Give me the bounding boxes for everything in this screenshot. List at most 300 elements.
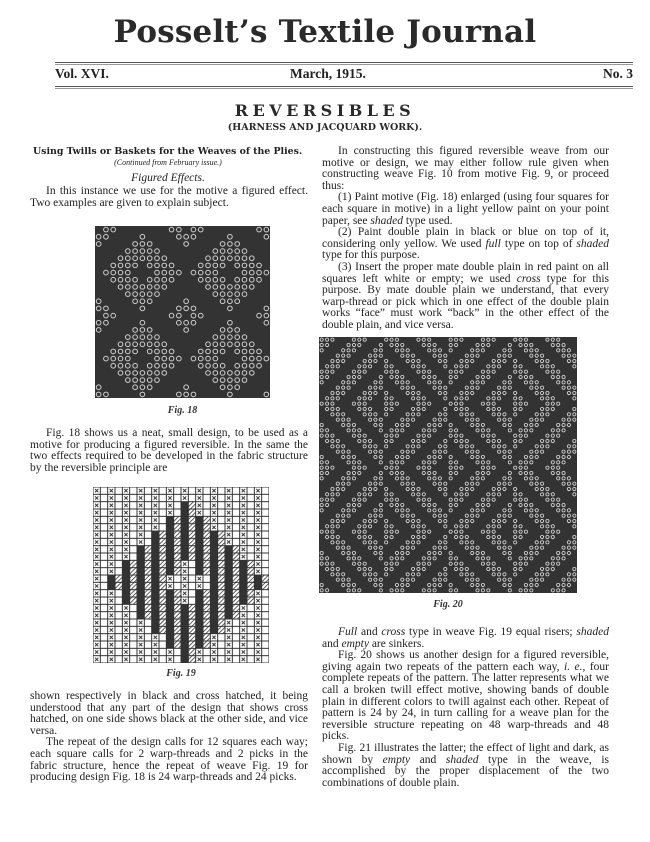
fig-19-cell	[145, 590, 151, 596]
fig-19-cell	[108, 546, 114, 552]
fig-19-cell	[218, 612, 224, 618]
fig-19-cell	[240, 612, 246, 618]
fig-19-cell	[211, 561, 217, 567]
fig-19-cell	[189, 524, 195, 530]
fig-19-cell	[101, 488, 107, 494]
text: and	[322, 637, 342, 650]
fig-19-cell	[255, 576, 261, 582]
fig-19-cell	[130, 590, 136, 596]
fig-19-cell	[255, 510, 261, 516]
fig-19-cell	[248, 598, 254, 604]
fig-19-cell	[218, 620, 224, 626]
fig-19-cell	[174, 568, 180, 574]
fig-19-cell	[174, 510, 180, 516]
fig-19-cell	[226, 517, 232, 523]
fig-19-cell	[152, 656, 158, 662]
fig-19-cell	[145, 524, 151, 530]
fig-19-cell	[130, 532, 136, 538]
fig-19-cell	[101, 612, 107, 618]
fig-19-cell	[130, 583, 136, 589]
fig-19-cell	[189, 605, 195, 611]
fig-19-cell	[233, 510, 239, 516]
fig-19-cell	[145, 627, 151, 633]
fig-19-cell	[189, 590, 195, 596]
fig-19-cell	[145, 620, 151, 626]
fig-19-cell	[226, 502, 232, 508]
fig-19-cell	[152, 502, 158, 508]
fig-19-cell	[211, 488, 217, 494]
emphasis: empty	[341, 637, 369, 650]
fig-19-cell	[174, 627, 180, 633]
fig-19-cell	[101, 634, 107, 640]
fig-19-cell	[116, 656, 122, 662]
fig-19-cell	[130, 634, 136, 640]
fig-19-cell	[130, 524, 136, 530]
left-para-1	[30, 186, 308, 209]
fig-19-caption: Fig. 19	[166, 668, 196, 679]
fig-19-cell	[160, 642, 166, 648]
fig-19-cell	[204, 524, 210, 530]
fig-19-cell	[182, 590, 188, 596]
fig-19-cell	[248, 554, 254, 560]
fig-19-cell	[174, 495, 180, 501]
fig-19-cell	[108, 627, 114, 633]
fig-19-cell	[108, 590, 114, 596]
fig-19-cell	[160, 510, 166, 516]
fig-19-cell	[189, 488, 195, 494]
fig-19-cell	[233, 605, 239, 611]
fig-19-cell	[160, 590, 166, 596]
fig-19-cell	[101, 656, 107, 662]
fig-19-cell	[240, 495, 246, 501]
fig-19-cell	[101, 627, 107, 633]
fig-19-cell	[123, 524, 129, 530]
fig-19-cell	[218, 524, 224, 530]
fig-19-cell	[152, 510, 158, 516]
emphasis: shaded	[576, 626, 610, 638]
fig-19-cell	[145, 656, 151, 662]
fig-19-cell	[174, 656, 180, 662]
fig-19-cell	[189, 532, 195, 538]
fig-19-cell	[189, 561, 195, 567]
fig-19-cell	[152, 554, 158, 560]
fig-19-cell	[160, 488, 166, 494]
fig-19-cell	[108, 576, 114, 582]
fig-19-cell	[138, 524, 144, 530]
fig-20-ground	[319, 337, 577, 593]
fig-19-cell	[152, 634, 158, 640]
fig-19-cell	[182, 627, 188, 633]
fig-19-cell	[240, 546, 246, 552]
fig-19-cell	[123, 546, 129, 552]
fig-19-cell	[116, 532, 122, 538]
fig-19-cell	[262, 546, 268, 552]
fig-19-cell	[174, 576, 180, 582]
fig-19-cell	[218, 561, 224, 567]
fig-19-cell	[248, 502, 254, 508]
paragraph-fig-21	[322, 743, 609, 789]
fig-19-cell	[226, 532, 232, 538]
fig-19-cell	[262, 554, 268, 560]
fig-19-cell	[196, 634, 202, 640]
fig-19-cell	[94, 583, 100, 589]
fig-19-cell	[240, 568, 246, 574]
fig-19-cell	[218, 539, 224, 545]
fig-19-cell	[123, 495, 129, 501]
left-para-2	[30, 428, 308, 474]
fig-19-cell	[174, 517, 180, 523]
fig-19-cell	[108, 510, 114, 516]
fig-19-cell	[262, 561, 268, 567]
paragraph: The repeat of the design calls for 12 squares each way; each square calls for 2 warp-threads and 2 picks in the fabric structure, hence the repeat of weave Fig. 19 for producing design Fig. 18 is 24 warp-threads and 24 picks.	[30, 736, 308, 784]
fig-19-cell	[138, 546, 144, 552]
fig-19-cell	[255, 656, 261, 662]
section-heading: Using Twills or Baskets for the Weaves of the Plies.	[33, 146, 303, 157]
fig-19-cell	[145, 634, 151, 640]
fig-19-cell	[218, 568, 224, 574]
fig-19-cell	[226, 539, 232, 545]
fig-19-cell	[138, 502, 144, 508]
fig-19-cell	[262, 605, 268, 611]
fig-19-cell	[248, 649, 254, 655]
fig-19-cell	[255, 532, 261, 538]
fig-19-cell	[167, 612, 173, 618]
fig-19-cell	[233, 554, 239, 560]
fig-20-design	[319, 337, 577, 593]
fig-19-cell	[189, 568, 195, 574]
fig-19-cell	[196, 590, 202, 596]
fig-19-cell	[108, 649, 114, 655]
fig-19-cell	[160, 634, 166, 640]
fig-19-cell	[240, 517, 246, 523]
fig-19-cell	[211, 627, 217, 633]
paragraph-fig-20	[322, 650, 609, 743]
issue-date: March, 1915.	[290, 66, 366, 81]
fig-19-cell	[130, 546, 136, 552]
fig-19-cell	[160, 561, 166, 567]
fig-19-cell	[182, 620, 188, 626]
fig-19-cell	[130, 502, 136, 508]
fig-19-cell	[145, 495, 151, 501]
fig-19-cell	[248, 524, 254, 530]
fig-19-cell	[218, 634, 224, 640]
fig-19-cell	[255, 634, 261, 640]
fig-19-cell	[101, 502, 107, 508]
fig-19-cell	[108, 605, 114, 611]
fig-19-cell	[182, 656, 188, 662]
fig-19-cell	[226, 612, 232, 618]
fig-19-cell	[182, 554, 188, 560]
fig-19-cell	[255, 517, 261, 523]
fig-19-cell	[262, 590, 268, 596]
fig-19-cell	[248, 510, 254, 516]
fig-19-cell	[167, 656, 173, 662]
fig-19-cell	[240, 561, 246, 567]
fig-19-cell	[248, 612, 254, 618]
fig-19-cell	[262, 620, 268, 626]
fig-19-cell	[167, 495, 173, 501]
fig-19-cell	[262, 524, 268, 530]
fig-19-cell	[240, 590, 246, 596]
step-1	[322, 192, 609, 227]
fig-19-cell	[130, 488, 136, 494]
fig-19-cell	[204, 605, 210, 611]
fig-19-cell	[94, 495, 100, 501]
journal-title: Posselt’s Textile Journal	[113, 14, 537, 50]
fig-19-cell	[196, 488, 202, 494]
fig-19-cell	[167, 510, 173, 516]
fig-19-cell	[116, 517, 122, 523]
fig-19-cell	[160, 554, 166, 560]
fig-19-cell	[211, 656, 217, 662]
fig-19-cell	[196, 561, 202, 567]
fig-19-cell	[218, 642, 224, 648]
fig-19-cell	[101, 605, 107, 611]
fig-19-cell	[255, 495, 261, 501]
fig-19-cell	[233, 561, 239, 567]
volume-label: Vol. XVI.	[55, 66, 109, 81]
fig-19-cell	[167, 554, 173, 560]
fig-19-cell	[262, 539, 268, 545]
fig-19-cell	[123, 568, 129, 574]
fig-19-cell	[94, 532, 100, 538]
left-para-3	[30, 691, 308, 784]
fig-19-cell	[152, 612, 158, 618]
paragraph: shown respectively in black and cross hatched, it being understood that any part of the design that shows cross hatched, on one side shows black at the other side, and vice versa.	[30, 690, 308, 737]
fig-19-cell	[174, 612, 180, 618]
fig-20-caption: Fig. 20	[433, 599, 463, 610]
fig-19-cell	[123, 539, 129, 545]
fig-19-cell	[211, 642, 217, 648]
fig-19-cell	[240, 583, 246, 589]
fig-19-cell	[233, 568, 239, 574]
fig-19-cell	[189, 517, 195, 523]
fig-19-cell	[204, 502, 210, 508]
fig-19-cell	[160, 620, 166, 626]
fig-19-cell	[182, 539, 188, 545]
fig-19-cell	[233, 620, 239, 626]
fig-19-cell	[108, 642, 114, 648]
fig-19-cell	[138, 598, 144, 604]
fig-19-cell	[101, 568, 107, 574]
fig-19-cell	[182, 583, 188, 589]
fig-19-cell	[240, 554, 246, 560]
fig-19-cell	[152, 561, 158, 567]
fig-19-cell	[211, 590, 217, 596]
fig-19-cell	[189, 656, 195, 662]
fig-19-cell	[152, 539, 158, 545]
fig-19-cell	[262, 568, 268, 574]
fig-19-cell	[204, 488, 210, 494]
fig-19-cell	[189, 554, 195, 560]
fig-19-cell	[116, 488, 122, 494]
fig-19-cell	[130, 576, 136, 582]
fig-19-cell	[226, 554, 232, 560]
fig-19-cell	[116, 495, 122, 501]
fig-19-cell	[211, 605, 217, 611]
fig-19-cell	[108, 561, 114, 567]
fig-19-cell	[116, 627, 122, 633]
fig-19-cell	[138, 642, 144, 648]
fig-19-cell	[101, 517, 107, 523]
fig-19-cell	[189, 649, 195, 655]
fig-19-cell	[167, 568, 173, 574]
fig-19-cell	[145, 568, 151, 574]
fig-19-cell	[94, 620, 100, 626]
fig-19-cell	[123, 488, 129, 494]
fig-19-cell	[204, 510, 210, 516]
fig-19-cell	[204, 568, 210, 574]
right-column-top	[322, 146, 609, 332]
right-column-bottom	[322, 627, 609, 789]
fig-19-cell	[160, 656, 166, 662]
fig-19-cell	[167, 539, 173, 545]
fig-19-cell	[138, 656, 144, 662]
fig-19-cell	[130, 642, 136, 648]
fig-19-cell	[116, 649, 122, 655]
fig-19-cell	[138, 590, 144, 596]
fig-19-cell	[262, 612, 268, 618]
fig-18-ground	[95, 226, 270, 398]
fig-19-cell	[138, 510, 144, 516]
fig-19-cell	[211, 517, 217, 523]
fig-19-cell	[248, 561, 254, 567]
fig-19-cell	[240, 539, 246, 545]
fig-19-cell	[233, 627, 239, 633]
fig-19-cell	[101, 510, 107, 516]
fig-19-cell	[182, 488, 188, 494]
fig-19-cell	[233, 495, 239, 501]
fig-19-cell	[94, 656, 100, 662]
text: , four complete repeats of the pattern. The latter represents what we call a broken twill effect motive, showing bands of double plain in different colors to twill against each other. Repeat of pattern is 24 by 24, in turn calling for a weave plan for the reversible structure repeating on 48 warp-threads and 48 picks.	[322, 660, 609, 743]
fig-19-cell	[196, 495, 202, 501]
fig-19-cell	[211, 620, 217, 626]
fig-19-cell	[218, 546, 224, 552]
fig-19-cell	[218, 656, 224, 662]
fig-19-cell	[204, 649, 210, 655]
fig-19-cell	[182, 634, 188, 640]
text: and	[410, 753, 446, 766]
fig-19-cell	[130, 598, 136, 604]
fig-19-cell	[160, 568, 166, 574]
fig-19-cell	[174, 598, 180, 604]
fig-19-cell	[101, 598, 107, 604]
fig-19-cell	[101, 561, 107, 567]
fig-19-cell	[138, 583, 144, 589]
fig-19-cell	[182, 546, 188, 552]
fig-19-cell	[233, 598, 239, 604]
fig-19-cell	[204, 495, 210, 501]
fig-19-cell	[196, 620, 202, 626]
fig-19-cell	[94, 627, 100, 633]
fig-19-cell	[167, 605, 173, 611]
fig-19-cell	[160, 546, 166, 552]
fig-19-cell	[167, 576, 173, 582]
fig-19-cell	[94, 517, 100, 523]
fig-19-cell	[101, 539, 107, 545]
fig-19-cell	[189, 495, 195, 501]
fig-19-cell	[116, 642, 122, 648]
fig-19-cell	[138, 634, 144, 640]
fig-19-cell	[130, 539, 136, 545]
fig-19-cell	[167, 517, 173, 523]
fig-19-cell	[196, 517, 202, 523]
fig-19-cell	[160, 576, 166, 582]
fig-19-cell	[108, 598, 114, 604]
fig-19-cell	[116, 554, 122, 560]
fig-19-cell	[130, 568, 136, 574]
fig-19-cell	[233, 649, 239, 655]
fig-19-cell	[226, 627, 232, 633]
fig-19-cell	[211, 546, 217, 552]
fig-19-cell	[101, 554, 107, 560]
paragraph: Fig. 18 shows us a neat, small design, to be used as a motive for producing a figured reversible. In the same the two effects required to be developed in the fabric structure by the reversible principle are	[30, 427, 308, 474]
fig-19-cell	[226, 568, 232, 574]
fig-19-cell	[108, 517, 114, 523]
fig-19-cell	[211, 598, 217, 604]
fig-19-cell	[94, 590, 100, 596]
fig-19-cell	[130, 605, 136, 611]
fig-19-cell	[108, 568, 114, 574]
fig-19-cell	[211, 539, 217, 545]
fig-19-cell	[226, 598, 232, 604]
fig-19-cell	[130, 554, 136, 560]
fig-19-cell	[152, 488, 158, 494]
fig-19-cell	[116, 539, 122, 545]
fig-19-cell	[130, 517, 136, 523]
fig-19-cell	[204, 620, 210, 626]
text: Fig. 20 shows us another design for a figured reversible, giving again two repeats of the pattern each way,	[322, 649, 609, 673]
fig-19-cell	[255, 590, 261, 596]
fig-19-cell	[248, 495, 254, 501]
fig-19-cell	[211, 568, 217, 574]
fig-19-cell	[218, 576, 224, 582]
fig-19-cell	[240, 627, 246, 633]
emphasis: cross	[516, 272, 541, 285]
fig-19-cell	[204, 627, 210, 633]
fig-19-cell	[204, 576, 210, 582]
fig-19-cell	[226, 561, 232, 567]
fig-19-cell	[174, 642, 180, 648]
fig-19-cell	[233, 532, 239, 538]
fig-19-cell	[101, 524, 107, 530]
fig-19-cell	[108, 583, 114, 589]
fig-19-cell	[248, 517, 254, 523]
fig-19-cell	[130, 627, 136, 633]
step-3	[322, 262, 609, 332]
fig-19-cell	[211, 524, 217, 530]
fig-19-cell	[108, 532, 114, 538]
fig-19-cell	[152, 620, 158, 626]
fig-19-cell	[152, 568, 158, 574]
fig-19-cell	[174, 561, 180, 567]
fig-19-cell	[211, 612, 217, 618]
fig-19-cell	[174, 532, 180, 538]
fig-19-cell	[116, 598, 122, 604]
fig-19-cell	[94, 642, 100, 648]
fig-19-cell	[204, 517, 210, 523]
fig-19-cell	[233, 488, 239, 494]
fig-19-cell	[196, 583, 202, 589]
masthead-rule-top-2	[55, 64, 633, 65]
fig-19-cell	[240, 605, 246, 611]
text: (3) Insert the proper mate double plain in red paint on all squares left white or empty; we used	[322, 260, 609, 285]
fig-19-cell	[262, 502, 268, 508]
fig-19-cell	[138, 561, 144, 567]
fig-19-cell	[174, 546, 180, 552]
fig-19-cell	[233, 642, 239, 648]
fig-19-cell	[108, 554, 114, 560]
